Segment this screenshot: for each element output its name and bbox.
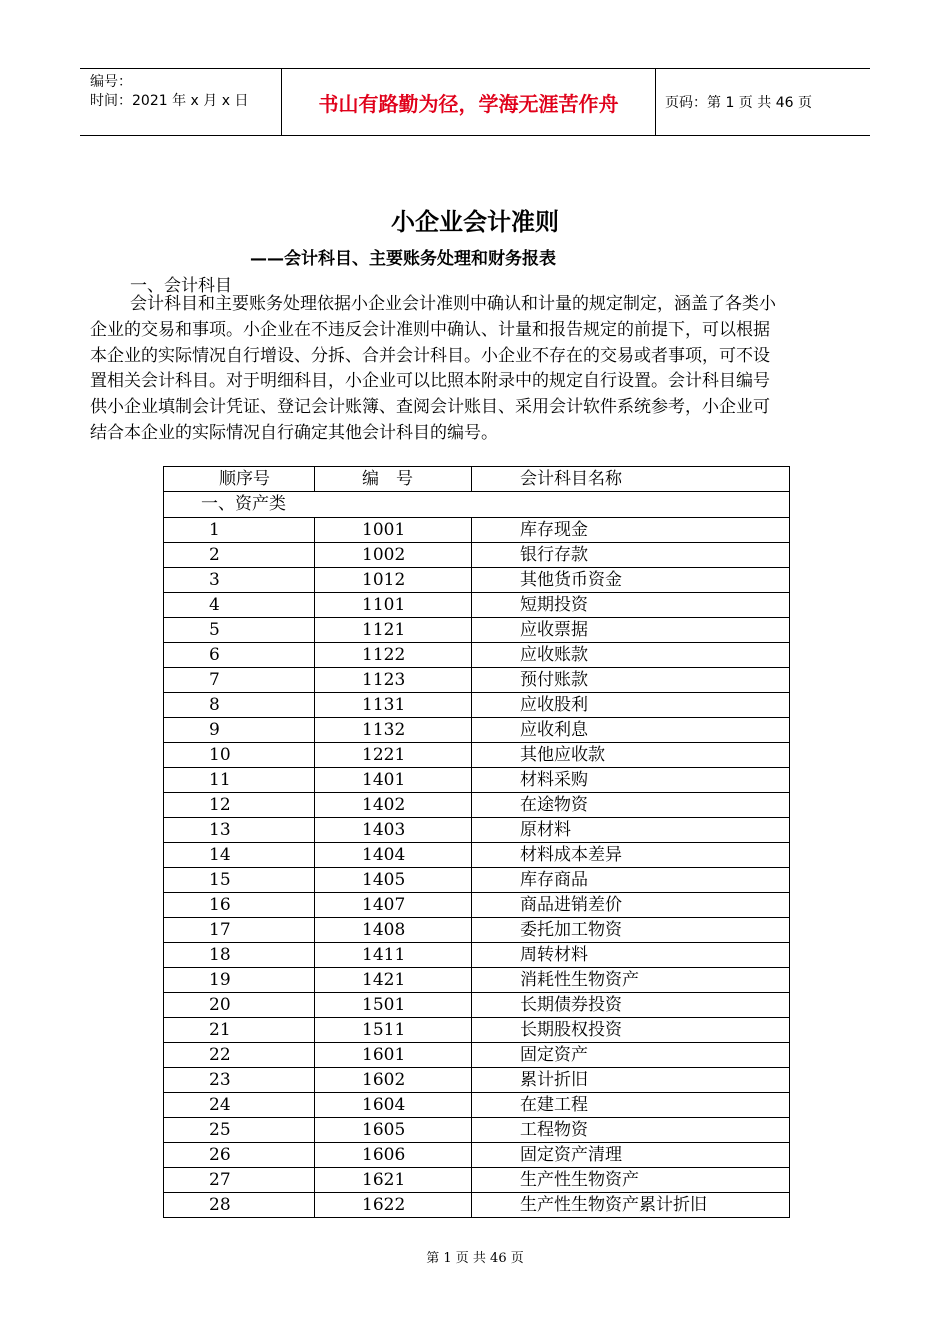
cell-seq: 7	[164, 667, 315, 692]
cell-name: 银行存款	[472, 542, 790, 567]
cell-code: 1622	[315, 1192, 472, 1217]
table-row	[164, 867, 790, 892]
table-row	[164, 717, 790, 742]
table-row	[164, 542, 790, 567]
cell-name: 材料采购	[472, 767, 790, 792]
section-heading: 一、会计科目	[130, 276, 232, 296]
table-row	[164, 667, 790, 692]
cell-seq: 23	[164, 1067, 315, 1092]
cell-code: 1405	[315, 867, 472, 892]
page-header	[80, 68, 870, 136]
cell-seq: 21	[164, 1017, 315, 1042]
table-row	[164, 1067, 790, 1092]
table-row	[164, 842, 790, 867]
document-number-label: 编号：	[90, 74, 132, 90]
cell-code: 1606	[315, 1142, 472, 1167]
cell-seq: 18	[164, 942, 315, 967]
cell-code: 1001	[315, 517, 472, 542]
cell-seq: 26	[164, 1142, 315, 1167]
cell-seq: 27	[164, 1167, 315, 1192]
page-footer: 第 1 页 共 46 页	[426, 1251, 524, 1266]
table-row	[164, 567, 790, 592]
cell-seq: 10	[164, 742, 315, 767]
paragraph-line: 会计科目和主要账务处理依据小企业会计准则中确认和计量的规定制定，涵盖了各类小	[130, 294, 776, 314]
document-time-label: 时间：2021 年 x 月 x 日	[90, 93, 249, 109]
table-row	[164, 792, 790, 817]
table-row	[164, 642, 790, 667]
cell-seq: 20	[164, 992, 315, 1017]
cell-name: 在途物资	[472, 792, 790, 817]
cell-name: 累计折旧	[472, 1067, 790, 1092]
cell-name: 长期股权投资	[472, 1017, 790, 1042]
cell-name: 应收利息	[472, 717, 790, 742]
cell-seq: 5	[164, 617, 315, 642]
cell-name: 固定资产	[472, 1042, 790, 1067]
cell-code: 1402	[315, 792, 472, 817]
cell-name: 周转材料	[472, 942, 790, 967]
table-row	[164, 1167, 790, 1192]
intro-paragraph	[90, 292, 870, 447]
category-row	[164, 492, 790, 518]
table-row	[164, 742, 790, 767]
cell-name: 材料成本差异	[472, 842, 790, 867]
table-row	[164, 817, 790, 842]
table-row	[164, 592, 790, 617]
table-row	[164, 942, 790, 967]
cell-code: 1404	[315, 842, 472, 867]
cell-code: 1407	[315, 892, 472, 917]
cell-seq: 11	[164, 767, 315, 792]
column-header-name: 会计科目名称	[472, 467, 790, 492]
cell-name: 生产性生物资产	[472, 1167, 790, 1192]
cell-seq: 2	[164, 542, 315, 567]
cell-seq: 9	[164, 717, 315, 742]
cell-code: 1408	[315, 917, 472, 942]
cell-name: 委托加工物资	[472, 917, 790, 942]
cell-name: 预付账款	[472, 667, 790, 692]
document-subtitle: ——会计科目、主要账务处理和财务报表	[250, 249, 556, 269]
cell-code: 1121	[315, 617, 472, 642]
document-title: 小企业会计准则	[391, 208, 559, 236]
table-row	[164, 517, 790, 542]
table-row	[164, 1092, 790, 1117]
column-header-seq: 顺序号	[164, 467, 315, 492]
cell-name: 应收账款	[472, 642, 790, 667]
cell-code: 1221	[315, 742, 472, 767]
cell-code: 1604	[315, 1092, 472, 1117]
cell-name: 原材料	[472, 817, 790, 842]
table-header-row	[164, 467, 790, 492]
column-header-code: 编 号	[315, 467, 472, 492]
cell-seq: 3	[164, 567, 315, 592]
cell-code: 1501	[315, 992, 472, 1017]
cell-seq: 8	[164, 692, 315, 717]
table-row	[164, 1017, 790, 1042]
cell-code: 1132	[315, 717, 472, 742]
cell-seq: 25	[164, 1117, 315, 1142]
table-row	[164, 1142, 790, 1167]
category-label: 一、资产类	[164, 492, 790, 518]
cell-name: 工程物资	[472, 1117, 790, 1142]
table-row	[164, 1117, 790, 1142]
cell-name: 商品进销差价	[472, 892, 790, 917]
paragraph-line: 供小企业填制会计凭证、登记会计账簿、查阅会计账目、采用会计软件系统参考，小企业可	[90, 397, 770, 418]
cell-seq: 15	[164, 867, 315, 892]
cell-code: 1605	[315, 1117, 472, 1142]
cell-name: 库存现金	[472, 517, 790, 542]
table-row	[164, 767, 790, 792]
cell-name: 在建工程	[472, 1092, 790, 1117]
cell-name: 固定资产清理	[472, 1142, 790, 1167]
accounts-table	[163, 466, 790, 1218]
paragraph-line: 企业的交易和事项。小企业在不违反会计准则中确认、计量和报告规定的前提下，可以根据	[90, 319, 770, 340]
cell-code: 1123	[315, 667, 472, 692]
cell-seq: 13	[164, 817, 315, 842]
cell-seq: 28	[164, 1192, 315, 1217]
paragraph-line: 结合本企业的实际情况自行确定其他会计科目的编号。	[90, 422, 498, 443]
cell-seq: 12	[164, 792, 315, 817]
cell-code: 1403	[315, 817, 472, 842]
cell-name: 库存商品	[472, 867, 790, 892]
cell-code: 1101	[315, 592, 472, 617]
table-row	[164, 967, 790, 992]
cell-name: 短期投资	[472, 592, 790, 617]
cell-code: 1012	[315, 567, 472, 592]
table-row	[164, 1192, 790, 1217]
cell-name: 应收票据	[472, 617, 790, 642]
paragraph-line: 置相关会计科目。对于明细科目，小企业可以比照本附录中的规定自行设置。会计科目编号	[90, 371, 770, 392]
header-motto: 书山有路勤为径，学海无涯苦作舟	[282, 69, 656, 135]
cell-seq: 16	[164, 892, 315, 917]
cell-name: 长期债券投资	[472, 992, 790, 1017]
table-row	[164, 992, 790, 1017]
paragraph-line: 本企业的实际情况自行增设、分拆、合并会计科目。小企业不存在的交易或者事项，可不设	[90, 345, 770, 366]
cell-seq: 6	[164, 642, 315, 667]
cell-code: 1511	[315, 1017, 472, 1042]
table-row	[164, 1042, 790, 1067]
cell-code: 1002	[315, 542, 472, 567]
cell-code: 1601	[315, 1042, 472, 1067]
cell-code: 1401	[315, 767, 472, 792]
cell-seq: 14	[164, 842, 315, 867]
table-row	[164, 892, 790, 917]
table-row	[164, 617, 790, 642]
cell-code: 1602	[315, 1067, 472, 1092]
cell-name: 消耗性生物资产	[472, 967, 790, 992]
cell-seq: 17	[164, 917, 315, 942]
cell-name: 其他货币资金	[472, 567, 790, 592]
cell-seq: 1	[164, 517, 315, 542]
cell-code: 1122	[315, 642, 472, 667]
cell-name: 应收股利	[472, 692, 790, 717]
cell-name: 生产性生物资产累计折旧	[472, 1192, 790, 1217]
table-row	[164, 917, 790, 942]
cell-code: 1621	[315, 1167, 472, 1192]
cell-seq: 19	[164, 967, 315, 992]
header-page-info: 页码：第 1 页 共 46 页	[665, 95, 812, 111]
cell-name: 其他应收款	[472, 742, 790, 767]
cell-seq: 24	[164, 1092, 315, 1117]
table-row	[164, 692, 790, 717]
cell-seq: 22	[164, 1042, 315, 1067]
cell-seq: 4	[164, 592, 315, 617]
header-meta	[80, 69, 282, 135]
cell-code: 1411	[315, 942, 472, 967]
cell-code: 1131	[315, 692, 472, 717]
cell-code: 1421	[315, 967, 472, 992]
